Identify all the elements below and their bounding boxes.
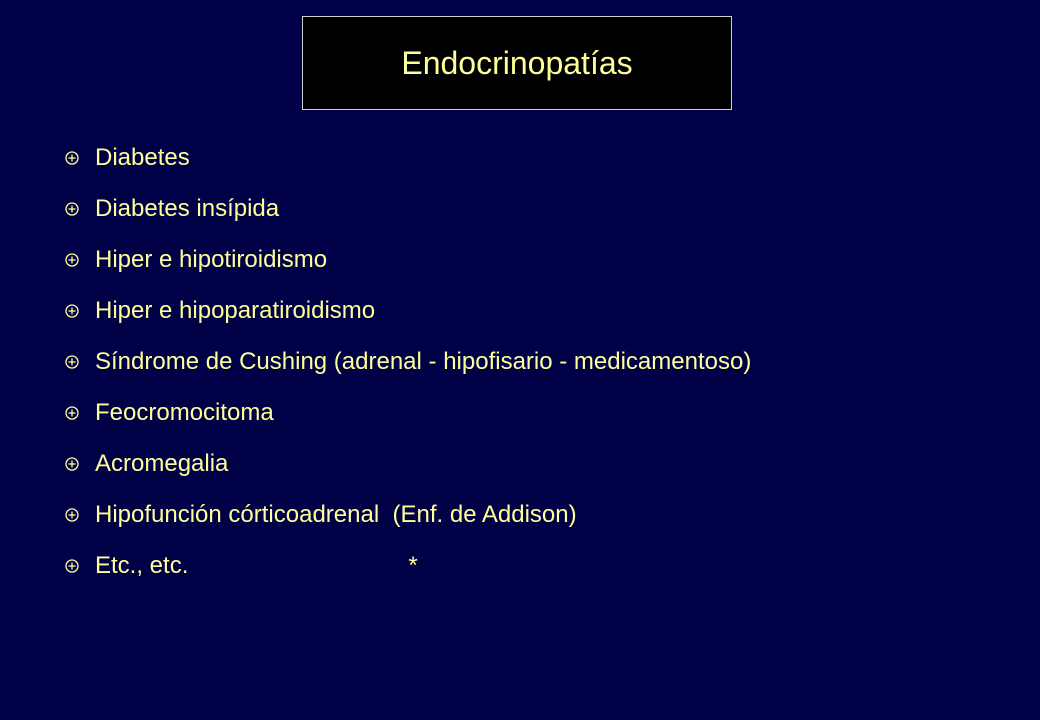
list-item-text: Diabetes bbox=[95, 143, 190, 171]
list-item-text: Síndrome de Cushing (adrenal - hipofisario - medicamentoso) bbox=[95, 347, 752, 375]
circle-plus-icon bbox=[65, 508, 95, 522]
list-item bbox=[65, 336, 1025, 387]
list-item-text: Hipofunción córticoadrenal (Enf. de Addison) bbox=[95, 500, 577, 528]
circle-plus-icon bbox=[65, 355, 95, 369]
list-item-text: Hiper e hipotiroidismo bbox=[95, 245, 328, 273]
list-item bbox=[65, 489, 1025, 540]
circle-plus-icon bbox=[65, 559, 95, 573]
list-item-text: Acromegalia bbox=[95, 449, 229, 477]
list-item bbox=[65, 438, 1025, 489]
list-item bbox=[65, 234, 1025, 285]
list-item-text: Hiper e hipoparatiroidismo bbox=[95, 296, 376, 324]
list-item bbox=[65, 540, 1025, 591]
list-item-text: Feocromocitoma bbox=[95, 398, 274, 426]
list-item bbox=[65, 183, 1025, 234]
circle-plus-icon bbox=[65, 406, 95, 420]
circle-plus-icon bbox=[65, 304, 95, 318]
list-item bbox=[65, 387, 1025, 438]
circle-plus-icon bbox=[65, 457, 95, 471]
title-box bbox=[302, 16, 732, 110]
list-item-text: Etc., etc. * bbox=[95, 551, 418, 579]
list-item bbox=[65, 285, 1025, 336]
slide-title: Endocrinopatías bbox=[401, 45, 633, 81]
list-item bbox=[65, 132, 1025, 183]
circle-plus-icon bbox=[65, 202, 95, 216]
bullet-list bbox=[65, 132, 1025, 591]
circle-plus-icon bbox=[65, 151, 95, 165]
list-item-text: Diabetes insípida bbox=[95, 194, 280, 222]
circle-plus-icon bbox=[65, 253, 95, 267]
